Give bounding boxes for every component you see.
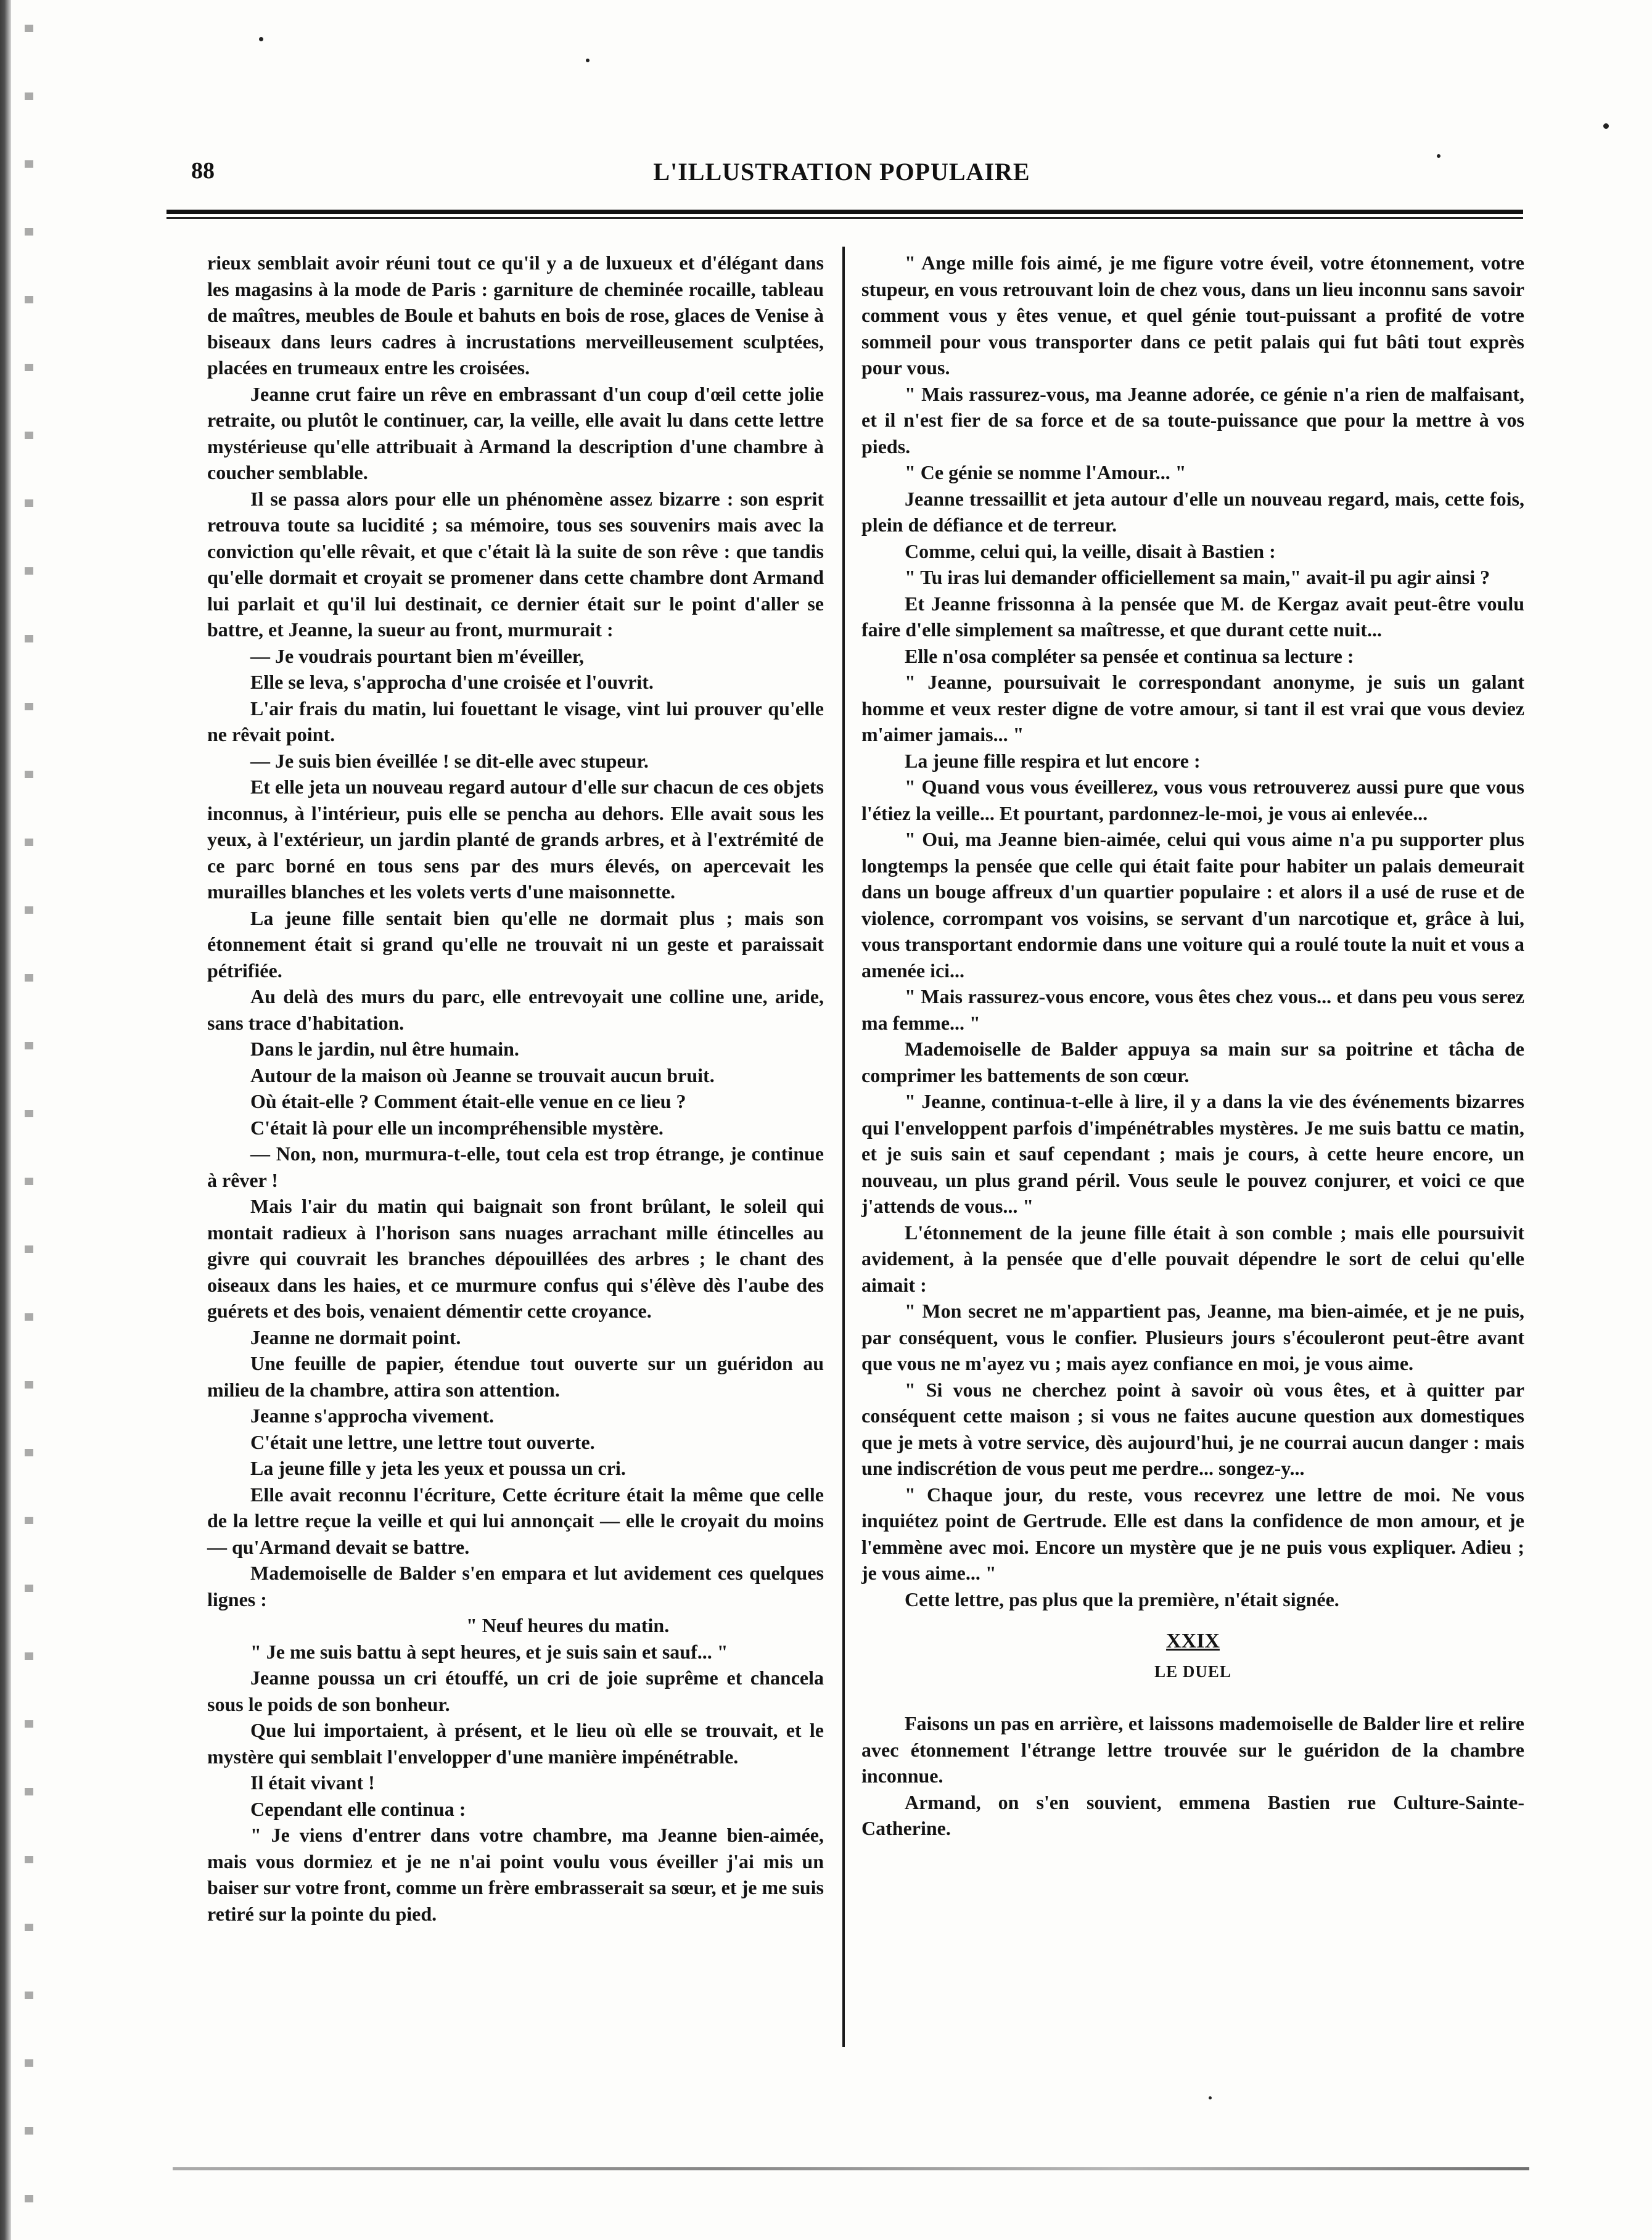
paragraph: Il se passa alors pour elle un phénomène assez bizarre : son esprit retrouva toute sa lucidité ; sa mémoire, tous ses souvenirs mais avec la conviction qu'elle rêvait, et que c'était là la suite de son rêve : que tandis qu'elle dormait et croyait se promener dans cette chambre dont Armand lui parlait et qu'il lui destinait, ce dernier était sur le point d'aller se battre, et Jeanne, la sueur au front, murmurait : bbox=[207, 487, 824, 641]
paragraph: " Jeanne, poursuivait le correspondant anonyme, je suis un galant homme et veux rester digne de votre amour, si tant il est vrai que vous deviez m'aimer jamais... " bbox=[861, 671, 1524, 745]
bottom-rule bbox=[173, 2167, 1529, 2170]
ink-speck bbox=[259, 37, 263, 41]
paragraph: Une feuille de papier, étendue tout ouverte sur un guéridon au milieu de la chambre, attira son attention. bbox=[207, 1352, 824, 1401]
paragraph: " Je viens d'entrer dans votre chambre, ma Jeanne bien-aimée, mais vous dormiez et je ne n'ai point voulu vous éveiller j'ai mis un baiser sur votre front, comme un frère embrasserait sa sœur, et je me suis retiré sur la pointe du pied. bbox=[207, 1824, 824, 1925]
paragraph: — Non, non, murmura-t-elle, tout cela est trop étrange, je continue à rêver ! bbox=[207, 1143, 824, 1191]
paragraph: Que lui importaient, à présent, et le lieu où elle se trouvait, et le mystère qui semblait l'envelopper d'une manière impénétrable. bbox=[207, 1719, 824, 1768]
paragraph: La jeune fille y jeta les yeux et poussa un cri. bbox=[250, 1457, 626, 1479]
paragraph: Mademoiselle de Balder s'en empara et lut avidement ces quelques lignes : bbox=[207, 1562, 824, 1610]
chapter-title: LE DUEL bbox=[1154, 1662, 1231, 1681]
right-column-text-after-chapter bbox=[861, 1710, 1524, 1842]
chapter-number: XXIX bbox=[1166, 1630, 1220, 1652]
paragraph: Cependant elle continua : bbox=[250, 1797, 466, 1820]
paragraph: — Je voudrais pourtant bien m'éveiller, bbox=[250, 644, 585, 667]
page-header bbox=[166, 157, 1517, 200]
paragraph: " Mon secret ne m'appartient pas, Jeanne, ma bien-aimée, et je ne puis, par conséquent, vous le confier. Plusieurs jours s'écouleront peut-être avant que vous ne m'ayez vu ; mais ayez confiance en moi, je vous aime. bbox=[861, 1300, 1524, 1374]
paragraph: Jeanne crut faire un rêve en embrassant d'un coup d'œil cette jolie retraite, ou plutôt le continuer, car, la veille, elle avait lu dans cette lettre mystérieuse qu'elle attribuait à Armand la description d'une chambre à coucher semblable. bbox=[207, 382, 824, 483]
paragraph: " Oui, ma Jeanne bien-aimée, celui qui vous aime n'a pu supporter plus longtemps la pensée que celle qui était faite pour habiter un palais demeurait dans un bouge affreux d'un quartier populaire : et alors il a usé de ruse et de violence, corrompant vos voisins, se servant d'un narcotique et, grâce à lui, vous transportant endormie dans une voiture qui a roulé toute la nuit et vous a amenée ici... bbox=[861, 828, 1524, 982]
binding-edge bbox=[0, 0, 11, 2240]
paragraph: " Mais rassurez-vous encore, vous êtes chez vous... et dans peu vous serez ma femme... " bbox=[861, 985, 1524, 1034]
paragraph: Au delà des murs du parc, elle entrevoyait une colline une, aride, sans trace d'habitation. bbox=[207, 985, 824, 1034]
paragraph: Jeanne tressaillit et jeta autour d'elle un nouveau regard, mais, cette fois, plein de défiance et de terreur. bbox=[861, 487, 1524, 536]
paragraph: Elle se leva, s'approcha d'une croisée et l'ouvrit. bbox=[250, 671, 654, 693]
ink-speck bbox=[1603, 123, 1609, 129]
paragraph: Mademoiselle de Balder appuya sa main sur sa poitrine et tâcha de comprimer les battements de son cœur. bbox=[861, 1038, 1524, 1086]
paragraph: " Neuf heures du matin. bbox=[466, 1614, 670, 1636]
paragraph: L'air frais du matin, lui fouettant le visage, vint lui prouver qu'elle ne rêvait point. bbox=[207, 697, 824, 745]
paragraph: " Je me suis battu à sept heures, et je suis sain et sauf... " bbox=[250, 1640, 728, 1663]
paragraph: " Mais rassurez-vous, ma Jeanne adorée, ce génie n'a rien de malfaisant, et il n'est fier de sa force et de sa toute-puissance que pour la mettre à vos pieds. bbox=[861, 382, 1524, 457]
paragraph: Faisons un pas en arrière, et laissons mademoiselle de Balder lire et relire avec étonnement l'étrange lettre trouvée sur le guéridon de la chambre inconnue. bbox=[861, 1712, 1524, 1787]
journal-title: L'ILLUSTRATION POPULAIRE bbox=[653, 158, 1030, 186]
paragraph: Où était-elle ? Comment était-elle venue en ce lieu ? bbox=[250, 1090, 686, 1112]
paragraph: Elle n'osa compléter sa pensée et continua sa lecture : bbox=[905, 644, 1354, 667]
left-column bbox=[207, 250, 824, 1927]
paragraph: " Si vous ne cherchez point à savoir où vous êtes, et à quitter par conséquent cette maison ; si vous ne faites aucune question aux domestiques que je mets à votre service, dès aujourd'hui, je ne courrai aucun danger : mais une indiscrétion de vous peut me perdre... songez-y... bbox=[861, 1378, 1524, 1479]
paragraph: Et elle jeta un nouveau regard autour d'elle sur chacun de ces objets inconnus, à l'intérieur, puis elle se pencha au dehors. Elle avait sous les yeux, à l'extérieur, un jardin planté de grands arbres, et à l'extrémité de ce parc borné en tous sens par des murs élevés, on apercevait les murailles blanches et les volets verts d'une maisonnette. bbox=[207, 776, 824, 903]
ink-speck bbox=[586, 59, 590, 62]
paragraph: " Ce génie se nomme l'Amour... " bbox=[905, 461, 1186, 483]
paragraph: C'était une lettre, une lettre tout ouverte. bbox=[250, 1430, 595, 1453]
paragraph: " Chaque jour, du reste, vous recevrez une lettre de moi. Ne vous inquiétez point de Gertrude. Elle est dans la confidence de mon amour, et je l'emmène avec moi. Encore un mystère que je ne puis vous expliquer. Adieu ; je vous aime... " bbox=[861, 1483, 1524, 1584]
column-divider bbox=[842, 247, 845, 2047]
ink-speck bbox=[1437, 154, 1440, 158]
paragraph: Mais l'air du matin qui baignait son front brûlant, le soleil qui montait radieux à l'horison sans nuages arrachant mille étincelles au givre qui couvrait les branches dépouillées des arbres ; le chant des oiseaux dans les haies, et ce murmure confus qui s'élève dès l'aube des guérets et des bois, venaient démentir cette croyance. bbox=[207, 1195, 824, 1322]
paragraph: " Tu iras lui demander officiellement sa main," avait-il pu agir ainsi ? bbox=[905, 566, 1490, 588]
paragraph: Comme, celui qui, la veille, disait à Bastien : bbox=[905, 539, 1276, 562]
ink-speck bbox=[1209, 2096, 1212, 2099]
header-rule-thin bbox=[166, 217, 1523, 219]
paragraph: " Ange mille fois aimé, je me figure votre éveil, votre étonnement, votre stupeur, en vous retrouvant loin de chez vous, dans un lieu inconnu sans savoir comment vous y êtes venue, et quel génie tout-puissant a profité de votre sommeil pour vous transporter dans ce petit palais qui fut bâti tout exprès pour vous. bbox=[861, 252, 1524, 379]
paragraph: Et Jeanne frissonna à la pensée que M. de Kergaz avait peut-être voulu faire d'elle simplement sa maîtresse, et que durant cette nuit... bbox=[861, 592, 1524, 641]
paragraph: Dans le jardin, nul être humain. bbox=[250, 1038, 519, 1060]
paragraph: Cette lettre, pas plus que la première, n'était signée. bbox=[905, 1588, 1339, 1610]
paragraph: " Quand vous vous éveillerez, vous vous retrouverez aussi pure que vous l'étiez la veille... Et pourtant, pardonnez-le-moi, je vous ai enlevée... bbox=[861, 776, 1524, 824]
paragraph: " Jeanne, continua-t-elle à lire, il y a dans la vie des événements bizarres qui l'enveloppent parfois d'impénétrables mystères. Je me suis battu ce matin, et je suis sain et sauf cependant ; mais je cours, à cette heure encore, un nouveau, un plus grand péril. Vous seule le pouvez conjurer, et voici ce que j'attends de vous... " bbox=[861, 1090, 1524, 1217]
paragraph: Jeanne ne dormait point. bbox=[250, 1326, 461, 1348]
paragraph: — Je suis bien éveillée ! se dit-elle avec stupeur. bbox=[250, 749, 649, 772]
page-number: 88 bbox=[191, 158, 215, 184]
paragraph: rieux semblait avoir réuni tout ce qu'il y a de luxueux et d'élégant dans les magasins à la mode de Paris : garniture de cheminée rocaille, tableau de maîtres, meubles de Boule et bahuts en bois de rose, glaces de Venise à biseaux dans leurs cadres à incrustations merveilleusement sculptées, placées en trumeaux entre les croisées. bbox=[207, 252, 824, 379]
right-column bbox=[861, 250, 1524, 1842]
paragraph: Il était vivant ! bbox=[250, 1771, 375, 1794]
paragraph: C'était là pour elle un incompréhensible mystère. bbox=[250, 1116, 664, 1139]
paragraph: Elle avait reconnu l'écriture, Cette écriture était la même que celle de la lettre reçue la veille et qui lui annonçait — elle le croyait du moins — qu'Armand devait se battre. bbox=[207, 1483, 824, 1558]
binding-marks bbox=[25, 0, 33, 2240]
paragraph: Jeanne poussa un cri étouffé, un cri de joie suprême et chancela sous le poids de son bonheur. bbox=[207, 1667, 824, 1715]
paragraph: Armand, on s'en souvient, emmena Bastien rue Culture-Sainte-Catherine. bbox=[861, 1791, 1524, 1839]
paragraph: Autour de la maison où Jeanne se trouvait aucun bruit. bbox=[250, 1064, 715, 1086]
paragraph: La jeune fille sentait bien qu'elle ne dormait plus ; mais son étonnement était si grand qu'elle ne trouvait ni un geste et paraissait pétrifiée. bbox=[207, 906, 824, 982]
paragraph: La jeune fille respira et lut encore : bbox=[905, 749, 1201, 772]
right-column-text bbox=[861, 250, 1524, 1612]
paragraph: L'étonnement de la jeune fille était à son comble ; mais elle poursuivit avidement, à la pensée que d'elle pouvait dépendre le sort de celui qu'elle aimait : bbox=[861, 1221, 1524, 1296]
header-rule-thick bbox=[166, 210, 1523, 214]
paragraph: Jeanne s'approcha vivement. bbox=[250, 1405, 494, 1427]
